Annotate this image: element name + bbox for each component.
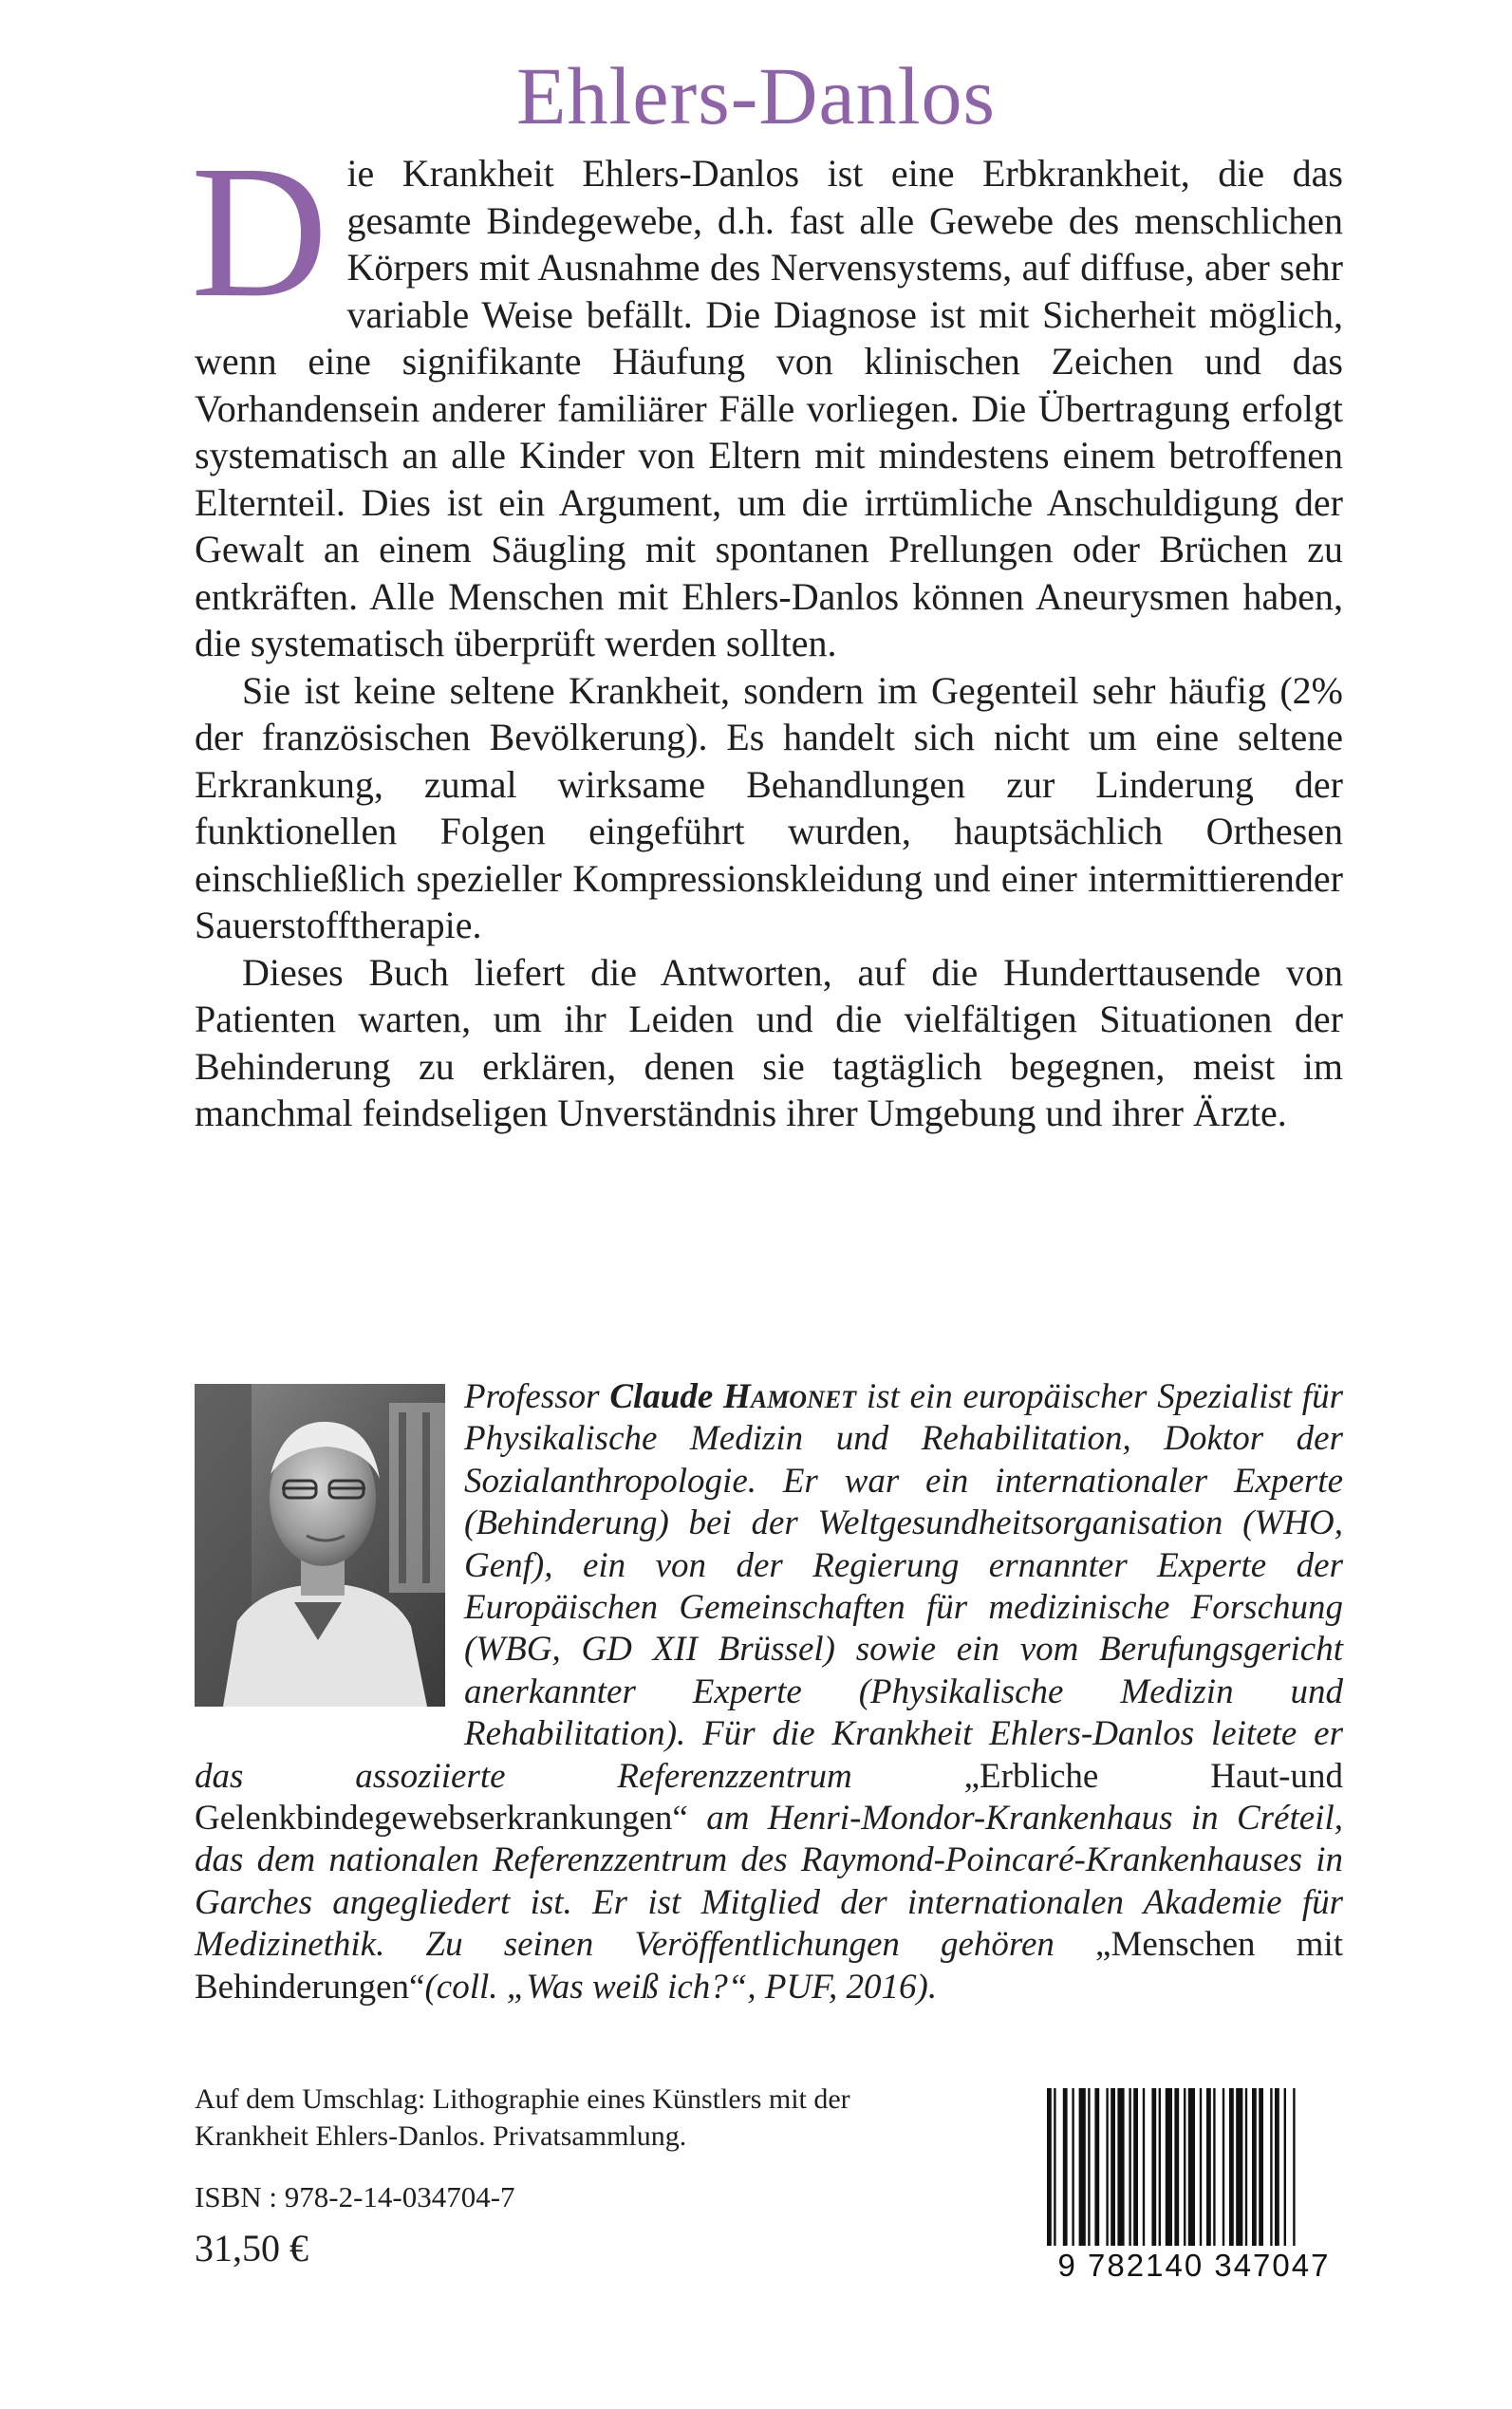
barcode-bar xyxy=(1063,2088,1068,2250)
barcode-bar xyxy=(1111,2088,1115,2250)
barcode-bar xyxy=(1252,2088,1257,2250)
blurb-paragraph-1-text: ie Krankheit Ehlers-Danlos ist eine Erbkrankheit, die das gesamte Bindegewebe, d.h. fast alle Gewebe des menschlichen Körpers mit Ausnahme des Nervensystems, auf diffuse, aber sehr variable Weise befällt. Die Diagnose ist mit Sicherheit möglich, wenn eine signifikante Häufung von klinischen Zeichen und das Vorhandensein anderer familiärer Fälle vorliegen. Die Übertragung erfolgt systematisch an alle Kinder von Eltern mit mindestens einem betroffenen Elternteil. Dies ist ein Argument, um die irrtümliche Anschuldigung der Gewalt an einem Säugling mit spontanen Prellungen oder Brüchen zu entkräften. Alle Menschen mit Ehlers-Danlos können Aneurysmen haben, die systematisch überprüft werden sollten. xyxy=(195,152,1343,664)
barcode-bar xyxy=(1054,2088,1055,2250)
author-bio: Professor Claude Hamonet ist ein europäischer Spezialist für Physikalische Medizin und Rehabilitation, Doktor der Sozialanthropologie. Er war ein internationaler Experte (Behinderung) bei der Weltgesundheitsorganisation (WHO, Genf), ein von der Regierung ernannter Experte der Europäischen Gemeinschaften für medizinische Forschung (WBG, GD XII Brüssel) sowie ein vom Berufungsgericht anerkannter Experte (Physikalische Medizin und Rehabilitation). Für die Krankheit Ehlers-Danlos leitete er das assoziierte Referenzzentrum „Erbliche Haut-und Gelenkbindegewebserkrankungen“ am Henri-Mondor-Krankenhaus in Créteil, das dem nationalen Referenzzentrum des Raymond-Poincaré-Krankenhauses in Garches angegliedert ist. Er ist Mitglied der internationalen Akademie für Medizinethik. Zu seinen Veröffentlichungen gehören „Menschen mit Behinderungen“(coll. „Was weiß ich?“, PUF, 2016). xyxy=(195,1377,1343,2007)
barcode-bar xyxy=(1079,2088,1086,2250)
barcode-bar xyxy=(1206,2088,1211,2250)
barcode-bar xyxy=(1106,2088,1108,2250)
barcode-bar xyxy=(1223,2088,1224,2250)
cover-note: Auf dem Umschlag: Lithographie eines Künstlers mit der Krankheit Ehlers-Danlos. Privatsammlung. xyxy=(195,2083,850,2152)
barcode-bar xyxy=(1229,2088,1234,2250)
barcode-number: 9 782140 347047 xyxy=(1057,2248,1331,2283)
barcode-bar xyxy=(1047,2088,1052,2250)
blurb-paragraph-3: Dieses Buch liefert die Antworten, auf die Hunderttausende von Patienten warten, um ihr Leiden und die vielfältigen Situationen der Behinderung zu erklären, denen sie tagtäglich begegnen, meist im manchmal feindseligen Unverständnis ihrer Umgebung und ihrer Ärzte. xyxy=(195,950,1343,1134)
barcode-bar xyxy=(1236,2088,1242,2250)
barcode-bar xyxy=(1174,2088,1179,2250)
blurb-paragraph-1 xyxy=(191,127,1343,667)
isbn: ISBN : 978-2-14-034704-7 xyxy=(195,2180,515,2213)
barcode-bar xyxy=(1184,2088,1185,2250)
barcode-bar xyxy=(1293,2088,1295,2250)
barcode-bar xyxy=(1188,2088,1195,2250)
barcode-icon xyxy=(1047,2088,1341,2283)
barcode-bar xyxy=(1088,2088,1090,2250)
barcode-bar xyxy=(1159,2088,1161,2250)
blurb-paragraph-2: Sie ist keine seltene Krankheit, sondern im Gegenteil sehr häufig (2% der französischen Bevölkerung). Es handelt sich nicht um eine seltene Erkrankung, zumal wirksame Behandlungen zur Linderung der funktionellen Folgen eingeführt wurden, hauptsächlich Orthesen einschließlich spezieller Kompressionskleidung und einer intermittierender Sauerstofftherapie. xyxy=(195,668,1343,946)
barcode-bar xyxy=(1275,2088,1279,2250)
barcode-bar xyxy=(1129,2088,1130,2250)
barcode-bar xyxy=(1284,2088,1286,2250)
blurb xyxy=(191,127,1343,1137)
author-name: Claude Hamonet xyxy=(609,1377,857,1416)
barcode-bar xyxy=(1094,2088,1099,2250)
barcode-bar xyxy=(1245,2088,1247,2250)
barcode-bar xyxy=(1270,2088,1272,2250)
barcode-bar xyxy=(1117,2088,1124,2250)
barcode-bar xyxy=(1143,2088,1145,2250)
barcode-bar xyxy=(1259,2088,1263,2250)
barcode-bar xyxy=(1200,2088,1202,2250)
book-title: Ehlers-Danlos xyxy=(516,50,996,141)
barcode-bar xyxy=(1166,2088,1172,2250)
barcode-bar xyxy=(1072,2088,1073,2250)
barcode-bar xyxy=(1151,2088,1156,2250)
barcode xyxy=(1047,2088,1341,2283)
barcode-bar xyxy=(1133,2088,1138,2250)
price: 31,50 € xyxy=(195,2227,308,2269)
drop-cap: D xyxy=(191,127,328,337)
barcode-bar xyxy=(1213,2088,1215,2250)
